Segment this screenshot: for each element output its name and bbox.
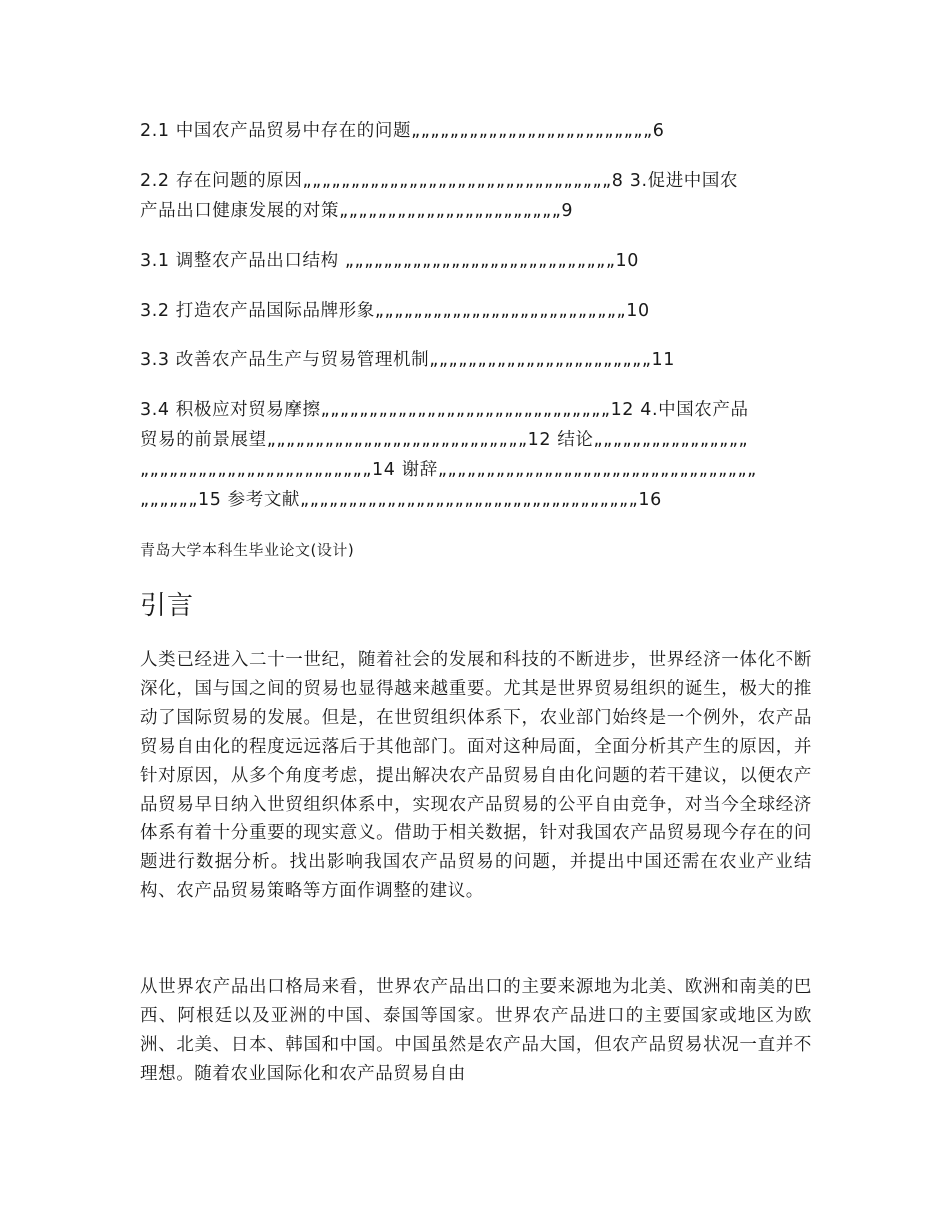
toc-entry-2-1[interactable] [140,116,812,146]
toc-entry-3-4[interactable] [140,395,812,515]
toc-line: 3.4 积极应对贸易摩擦„„„„„„„„„„„„„„„„„„„„„„„„„„„„„„12 4.中国农产品 [140,400,749,420]
toc-entry-3-1[interactable] [140,246,812,276]
toc-entry-3-2[interactable] [140,296,812,326]
toc-line: 2.2 存在问题的原因„„„„„„„„„„„„„„„„„„„„„„„„„„„„„„„„8 3.促进中国农 [140,171,739,191]
toc-line: 3.3 改善农产品生产与贸易管理机制„„„„„„„„„„„„„„„„„„„„„„„11 [140,350,675,370]
paragraph-intro-1: 人类已经进入二十一世纪，随着社会的发展和科技的不断进步，世界经济一体化不断深化，国与国之间的贸易也显得越来越重要。尤其是世界贸易组织的诞生，极大的推动了国际贸易的发展。但是，在世贸组织体系下，农业部门始终是一个例外，农产品贸易自由化的程度远远落后于其他部门。面对这种局面，全面分析其产生的原因，并针对原因，从多个角度考虑，提出解决农产品贸易自由化问题的若干建议，以便农产品贸易早日纳入世贸组织体系中，实现农产品贸易的公平自由竞争，对当今全球经济体系有着十分重要的现实意义。借助于相关数据，针对我国农产品贸易现今存在的问题进行数据分析。找出影响我国农产品贸易的问题，并提出中国还需在农业产业结构、农产品贸易策略等方面作调整的建议。 [140,650,812,902]
running-header: 青岛大学本科生毕业论文(设计) [140,541,355,559]
toc-line: 产品出口健康发展的对策„„„„„„„„„„„„„„„„„„„„„„„9 [140,201,574,221]
toc-entry-2-2[interactable] [140,166,812,226]
toc-line: 3.2 打造农产品国际品牌形象„„„„„„„„„„„„„„„„„„„„„„„„„„10 [140,301,650,321]
toc-line: 3.1 调整农产品出口结构 „„„„„„„„„„„„„„„„„„„„„„„„„„„„10 [140,251,639,271]
section-title: 引言 [140,591,195,621]
toc-line: 贸易的前景展望„„„„„„„„„„„„„„„„„„„„„„„„„„„12 结论„„„„„„„„„„„„„„„„ [140,430,749,450]
toc-line: 2.1 中国农产品贸易中存在的问题„„„„„„„„„„„„„„„„„„„„„„„„„6 [140,121,665,141]
toc-line: „„„„„„15 参考文献„„„„„„„„„„„„„„„„„„„„„„„„„„„„„„„„„„„16 [140,490,662,510]
toc-entry-3-3[interactable] [140,345,812,375]
paragraph-intro-2: 从世界农产品出口格局来看，世界农产品出口的主要来源地为北美、欧洲和南美的巴西、阿根廷以及亚洲的中国、泰国等国家。世界农产品进口的主要国家或地区为欧洲、北美、日本、韩国和中国。中国虽然是农产品大国，但农产品贸易状况一直并不理想。随着农业国际化和农产品贸易自由 [140,977,812,1084]
toc-line: „„„„„„„„„„„„„„„„„„„„„„„„14 谢辞„„„„„„„„„„„„„„„„„„„„„„„„„„„„„„„„„ [140,460,757,480]
